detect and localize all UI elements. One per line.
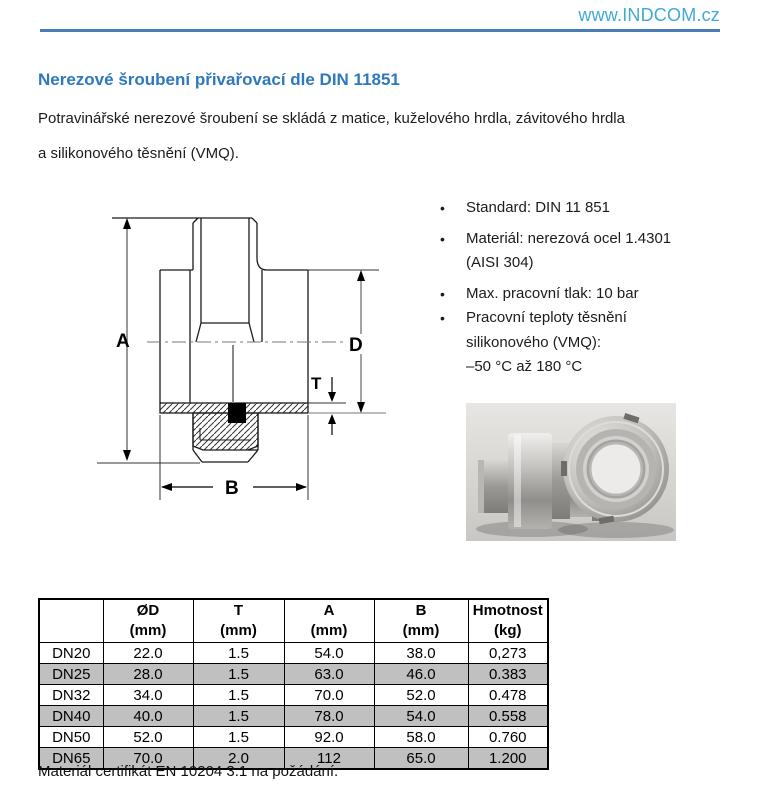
intro-line: a silikonového těsnění (VMQ). xyxy=(38,145,239,162)
cell-od: 34.0 xyxy=(103,685,193,706)
technical-drawing xyxy=(88,188,408,513)
header-rule xyxy=(40,29,720,32)
dim-label-a: A xyxy=(116,331,130,352)
spec-text: Max. pracovní tlak: 10 bar xyxy=(466,284,639,302)
cell-t: 1.5 xyxy=(193,685,284,706)
dim-label-b: B xyxy=(225,478,239,499)
intro-paragraph xyxy=(38,101,728,171)
table-row xyxy=(39,727,548,748)
cell-od: 40.0 xyxy=(103,706,193,727)
cell-od: 22.0 xyxy=(103,643,193,664)
table-row xyxy=(39,664,548,685)
bullet-icon: • xyxy=(440,230,445,247)
cell-dn: DN20 xyxy=(39,643,103,664)
dimension-t xyxy=(308,374,386,435)
bullet-icon: • xyxy=(440,285,445,302)
cell-t: 2.0 xyxy=(193,748,284,770)
cell-weight: 0.478 xyxy=(468,685,548,706)
spec-text: –50 °C až 180 °C xyxy=(466,358,583,375)
col-header-weight: Hmotnost (kg) xyxy=(468,599,548,643)
cell-b: 65.0 xyxy=(374,748,468,770)
cell-t: 1.5 xyxy=(193,643,284,664)
cell-t: 1.5 xyxy=(193,664,284,685)
cell-dn: DN32 xyxy=(39,685,103,706)
cell-od: 52.0 xyxy=(103,727,193,748)
col-header-b: B (mm) xyxy=(374,599,468,643)
spec-text: Materiál: nerezová ocel 1.4301 xyxy=(466,229,672,247)
spec-text: silikonového (VMQ): xyxy=(466,333,602,351)
table-row xyxy=(39,643,548,664)
spec-list xyxy=(440,196,740,386)
cell-dn: DN65 xyxy=(39,748,103,770)
dim-label-d: D xyxy=(349,335,363,356)
spec-item-pressure xyxy=(440,282,740,307)
cell-a: 70.0 xyxy=(284,685,374,706)
cell-b: 38.0 xyxy=(374,643,468,664)
dimension-a xyxy=(97,218,200,463)
table-row xyxy=(39,685,548,706)
product-photo xyxy=(466,403,676,541)
page-title: Nerezové šroubení přivařovací dle DIN 11851 xyxy=(38,70,400,89)
spec-text: Standard: DIN 11 851 xyxy=(466,199,610,216)
spec-item-temperature xyxy=(440,306,740,380)
cell-b: 58.0 xyxy=(374,727,468,748)
dimension-table xyxy=(38,598,549,770)
spec-item-standard xyxy=(440,196,740,221)
spec-item-material xyxy=(440,227,740,276)
seal-section xyxy=(228,403,246,423)
col-header-t: T (mm) xyxy=(193,599,284,643)
table-row xyxy=(39,706,548,727)
cell-t: 1.5 xyxy=(193,727,284,748)
site-url-link[interactable]: www.INDCOM.cz xyxy=(578,5,720,25)
col-header-a: A (mm) xyxy=(284,599,374,643)
intro-line: Potravinářské nerezové šroubení se skládá z matice, kuželového hrdla, závitového hrdla xyxy=(38,110,625,127)
fitting-outline xyxy=(112,218,308,462)
cell-b: 46.0 xyxy=(374,664,468,685)
bullet-icon: • xyxy=(440,200,445,216)
cell-b: 54.0 xyxy=(374,706,468,727)
cell-a: 78.0 xyxy=(284,706,374,727)
cell-weight: 0.558 xyxy=(468,706,548,727)
cell-od: 70.0 xyxy=(103,748,193,770)
bullet-icon: • xyxy=(440,310,445,326)
table-header-row xyxy=(39,599,548,643)
cell-dn: DN50 xyxy=(39,727,103,748)
col-header-od: ØD (mm) xyxy=(103,599,193,643)
cell-weight: 0.760 xyxy=(468,727,548,748)
cell-weight: 0,273 xyxy=(468,643,548,664)
spec-text: (AISI 304) xyxy=(466,254,534,271)
cell-dn: DN25 xyxy=(39,664,103,685)
cell-dn: DN40 xyxy=(39,706,103,727)
cell-a: 63.0 xyxy=(284,664,374,685)
cell-a: 54.0 xyxy=(284,643,374,664)
cell-b: 52.0 xyxy=(374,685,468,706)
cell-t: 1.5 xyxy=(193,706,284,727)
dim-label-t: T xyxy=(311,374,322,393)
cell-weight: 1.200 xyxy=(468,748,548,770)
cell-weight: 0.383 xyxy=(468,664,548,685)
spec-text: Pracovní teploty těsnění xyxy=(466,309,627,326)
col-header-dn xyxy=(39,599,103,643)
cell-a: 92.0 xyxy=(284,727,374,748)
cell-a: 112 xyxy=(284,748,374,770)
cell-od: 28.0 xyxy=(103,664,193,685)
certificate-note: Materiál certifikát EN 10204 3.1 na požádání. xyxy=(38,763,339,780)
